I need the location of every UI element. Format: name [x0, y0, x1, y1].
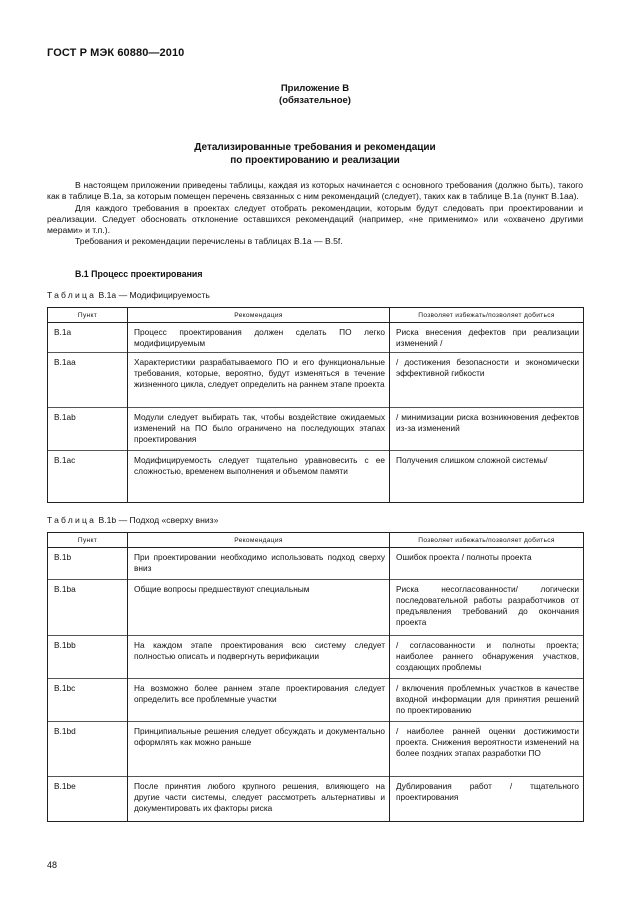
column-header-recommendation: Рекомендация — [128, 533, 390, 548]
annex-title: Приложение B — [280, 83, 350, 94]
cell-item: B.1ba — [48, 580, 128, 636]
page-number: 48 — [47, 860, 58, 870]
annex-status: (обязательное) — [279, 95, 351, 106]
cell-allows: Получения слишком сложной системы/ — [390, 451, 584, 503]
column-header-allows: Позволяет избежать/позволяет добиться — [390, 533, 584, 548]
table-header-row — [48, 533, 584, 548]
table-row — [48, 636, 584, 679]
table-b1b — [47, 532, 584, 822]
intro-paragraph: Требования и рекомендации перечислены в таблицах B.1a — B.5f. — [75, 236, 343, 247]
table-row — [48, 451, 584, 503]
cell-allows: / минимизации риска возникновения дефектов из-за изменений — [390, 408, 584, 451]
intro-paragraph: Для каждого требования в проектах следует отобрать рекомендации, которым будут следовать при проектировании и реализации. Следует обосновать отклонение оставшихся рекомендаций (например, «не применимо» или «охвачено другими мерами» и т.п.). — [47, 202, 583, 236]
column-header-item: Пункт — [48, 533, 128, 548]
cell-recommendation: Процесс проектирования должен сделать ПО легко модифицируемым — [128, 323, 390, 353]
intro-paragraph: В настоящем приложении приведены таблицы, каждая из которых начинается с основного требования (должно быть), такого как в таблице B.1a, за которым помещен перечень связанных с ним рекомендаций (следует), таких как в таблице B.1a (пункт B.1aa). — [47, 180, 583, 202]
cell-recommendation: На каждом этапе проектирования всю систему следует полностью описать и подвергнуть верификации — [128, 636, 390, 679]
cell-recommendation: На возможно более раннем этапе проектирования следует определить все проблемные участки — [128, 679, 390, 722]
cell-item: B.1b — [48, 548, 128, 580]
table-row — [48, 722, 584, 777]
table-row — [48, 548, 584, 580]
table-caption-word: Таблица — [47, 515, 97, 525]
cell-recommendation: Характеристики разрабатываемого ПО и его функциональные требования, которые, вероятно, будут изменяться в течение жизненного цикла, следует определить на раннем этапе проекта — [128, 353, 390, 408]
cell-item: B.1be — [48, 777, 128, 822]
subsection-heading: B.1 Процесс проектирования — [75, 269, 203, 279]
table-row — [48, 580, 584, 636]
cell-item: B.1ac — [48, 451, 128, 503]
table-header-row — [48, 308, 584, 323]
column-header-recommendation: Рекомендация — [128, 308, 390, 323]
cell-recommendation: После принятия любого крупного решения, влияющего на другие части системы, следует рассмотреть альтернативы и документировать их факторы риска — [128, 777, 390, 822]
cell-allows: Ошибок проекта / полноты проекта — [390, 548, 584, 580]
table-row — [48, 777, 584, 822]
cell-allows: / наиболее ранней оценки достижимости проекта. Снижения вероятности изменений на более поздних этапах разработки ПО — [390, 722, 584, 777]
table-b1a — [47, 307, 584, 503]
column-header-item: Пункт — [48, 308, 128, 323]
table-caption-word: Таблица — [47, 290, 97, 300]
cell-item: B.1bd — [48, 722, 128, 777]
cell-item: B.1ab — [48, 408, 128, 451]
table-caption-b1b — [47, 515, 218, 525]
cell-recommendation: Модули следует выбирать так, чтобы воздействие ожидаемых изменений на ПО было ограничено на последующих этапах проектирования — [128, 408, 390, 451]
cell-allows: / достижения безопасности и экономически эффективной гибкости — [390, 353, 584, 408]
intro-text — [47, 180, 583, 248]
cell-item: B.1a — [48, 323, 128, 353]
table-row — [48, 408, 584, 451]
cell-recommendation: Общие вопросы предшествуют специальным — [128, 580, 390, 636]
table-caption-b1a — [47, 290, 210, 300]
table-row — [48, 323, 584, 353]
table-caption-text: B.1b — Подход «сверху вниз» — [98, 515, 219, 525]
cell-recommendation: Принципиальные решения следует обсуждать и документально оформлять как можно раньше — [128, 722, 390, 777]
cell-recommendation: При проектировании необходимо использовать подход сверху вниз — [128, 548, 390, 580]
cell-allows: / включения проблемных участков в качестве входной информации для принятия решений по проектированию — [390, 679, 584, 722]
standard-header: ГОСТ Р МЭК 60880—2010 — [47, 47, 185, 59]
table-row — [48, 679, 584, 722]
section-title — [47, 141, 583, 167]
cell-allows: Дублирования работ / тщательного проектирования — [390, 777, 584, 822]
table-caption-text: B.1a — Модифицируемость — [98, 290, 210, 300]
column-header-allows: Позволяет избежать/позволяет добиться — [390, 308, 584, 323]
cell-item: B.1bc — [48, 679, 128, 722]
cell-item: B.1aa — [48, 353, 128, 408]
section-title-line-2: по проектированию и реализации — [230, 155, 400, 166]
cell-allows: / согласованности и полноты проекта; наиболее раннего обнаружения участков, создающих проблемы — [390, 636, 584, 679]
section-title-line-1: Детализированные требования и рекомендации — [194, 142, 436, 153]
cell-allows: Риска внесения дефектов при реализации изменений / — [390, 323, 584, 353]
cell-item: B.1bb — [48, 636, 128, 679]
cell-recommendation: Модифицируемость следует тщательно уравновесить с ее сложностью, временем выполнения и объемом памяти — [128, 451, 390, 503]
cell-allows: Риска несогласованности/ логически последовательной работы разработчиков от предъявления требований до окончания проекта — [390, 580, 584, 636]
table-row — [48, 353, 584, 408]
annex-heading — [47, 83, 583, 107]
